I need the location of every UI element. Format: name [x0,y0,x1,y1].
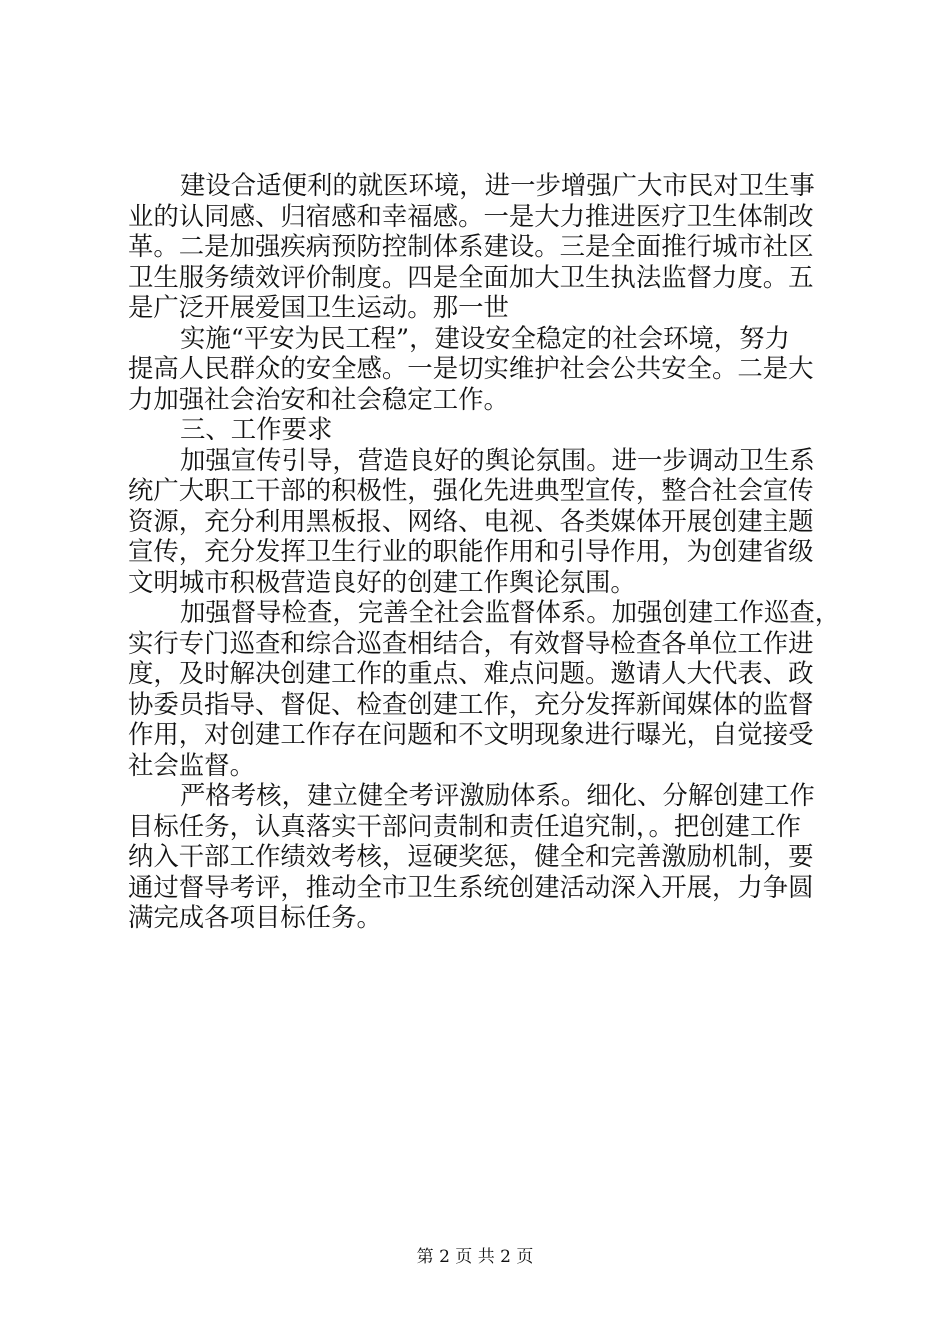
paragraph-line: 统广大职工干部的积极性，强化先进典型宣传，整合社会宣传 [128,475,814,505]
paragraph-line: 度，及时解决创建工作的重点、难点问题。邀请人大代表、政 [128,658,814,688]
paragraph-line: 作用，对创建工作存在问题和不文明现象进行曝光，自觉接受 [128,719,814,749]
paragraph-line: 加强宣传引导，营造良好的舆论氛围。进一步调动卫生系 [180,444,815,475]
paragraph-line: 卫生服务绩效评价制度。四是全面加大卫生执法监督力度。五 [128,261,814,292]
paragraph-line: 严格考核，建立健全考评激励体系。细化、分解创建工作 [180,780,815,810]
paragraph [128,597,841,780]
paragraph-line: 文明城市积极营造良好的创建工作舆论氛围。 [128,566,636,597]
paragraph-line: 实行专门巡查和综合巡查相结合，有效督导检查各单位工作进 [128,627,814,658]
paragraph-line: 通过督导考评，推动全市卫生系统创建活动深入开展，力争圆 [128,871,814,902]
paragraph-line: 纳入干部工作绩效考核，逗硬奖惩，健全和完善激励机制，要 [128,841,814,871]
section-heading-text: 三、工作要求 [180,414,333,444]
paragraph [128,323,828,415]
paragraph-line: 提高人民群众的安全感。一是切实维护社会公共安全。二是大 [128,353,814,383]
paragraph-line: 革。二是加强疾病预防控制体系建设。三是全面推行城市社区 [128,231,814,261]
paragraph-line: 是广泛开展爱国卫生运动。那一世 [128,292,509,322]
document-body [128,170,841,933]
paragraph-line: 业的认同感、归宿感和幸福感。一是大力推进医疗卫生体制改 [128,200,814,231]
paragraph-line: 加强督导检查，完善全社会监督体系。加强创建工作巡查， [180,597,841,627]
paragraph [128,445,828,598]
section-heading [128,414,828,445]
paragraph-line: 社会监督。 [128,749,255,780]
paragraph-line: 建设合适便利的就医环境，进一步增强广大市民对卫生事 [180,170,815,200]
paragraph-line: 实施“平安为民工程”，建设安全稳定的社会环境，努力 [180,322,790,353]
paragraph-line: 资源，充分利用黑板报、网络、电视、各类媒体开展创建主题 [128,505,814,536]
paragraph-line: 满完成各项目标任务。 [128,902,382,932]
paragraph [128,170,828,323]
paragraph-line: 协委员指导、督促、检查创建工作，充分发挥新闻媒体的监督 [128,688,814,719]
paragraph [128,780,828,933]
page-number-footer: 第 2 页 共 2 页 [416,1247,534,1267]
paragraph-line: 力加强社会治安和社会稳定工作。 [128,383,509,414]
paragraph-line: 宣传，充分发挥卫生行业的职能作用和引导作用，为创建省级 [128,536,814,566]
paragraph-line: 目标任务，认真落实干部问责制和责任追究制，。把创建工作 [128,810,801,841]
